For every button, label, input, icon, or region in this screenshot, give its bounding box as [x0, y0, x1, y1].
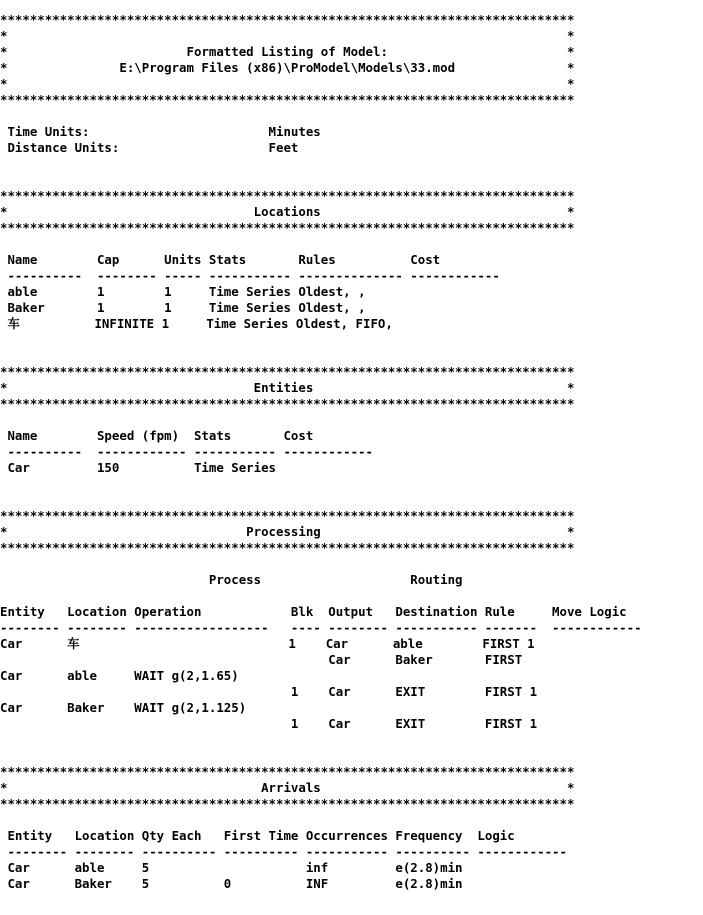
listing-line [0, 236, 642, 252]
listing-line [0, 348, 642, 364]
listing-line [0, 492, 642, 508]
listing-line: Distance Units: Feet [0, 140, 299, 155]
listing-line: -------- -------- ------------------ ---- -------- ----------- ------- ------------ [0, 620, 642, 635]
listing-line: Entity Location Operation Blk Output Destination Rule Move Logic [0, 604, 627, 619]
listing-line: ***************************************************************************** [0, 220, 575, 235]
listing-line: * * [0, 76, 575, 91]
listing-line: 1 Car EXIT FIRST 1 [0, 716, 538, 731]
listing-line: ***************************************************************************** [0, 796, 575, 811]
listing-line: * * [0, 28, 575, 43]
listing-line: Car Baker FIRST [0, 652, 523, 667]
listing-line: 车 INFINITE 1 Time Series Oldest, FIFO, [0, 316, 393, 331]
listing-line: Car 150 Time Series [0, 460, 277, 475]
listing-line: ***************************************************************************** [0, 508, 575, 523]
listing-line: * E:\Program Files (x86)\ProModel\Models\33.mod * [0, 60, 575, 75]
listing-line [0, 156, 642, 172]
listing-line: ***************************************************************************** [0, 364, 575, 379]
listing-line: * Locations * [0, 204, 575, 219]
listing-line: * Arrivals * [0, 780, 575, 795]
listing-line: Car able 5 inf e(2.8)min [0, 860, 463, 875]
listing-line: ***************************************************************************** [0, 396, 575, 411]
listing-line: Car Baker WAIT g(2,1.125) [0, 700, 247, 715]
listing-line: ***************************************************************************** [0, 764, 575, 779]
listing-line: Car able WAIT g(2,1.65) [0, 668, 239, 683]
listing-line: ---------- ------------ ----------- ------------ [0, 444, 373, 459]
listing-line: ***************************************************************************** [0, 188, 575, 203]
listing-line [0, 748, 642, 764]
listing-line: Name Cap Units Stats Rules Cost [0, 252, 441, 267]
model-listing [0, 12, 642, 892]
listing-line: * Entities * [0, 380, 575, 395]
listing-line: Name Speed (fpm) Stats Cost [0, 428, 314, 443]
listing-line [0, 732, 642, 748]
listing-line [0, 812, 642, 828]
listing-line [0, 108, 642, 124]
listing-line: ***************************************************************************** [0, 12, 575, 27]
listing-line: ***************************************************************************** [0, 540, 575, 555]
listing-line [0, 556, 642, 572]
listing-line: -------- -------- ---------- ---------- ----------- ---------- ------------ [0, 844, 567, 859]
listing-line: Car Baker 5 0 INF e(2.8)min [0, 876, 463, 891]
listing-line: 1 Car EXIT FIRST 1 [0, 684, 538, 699]
listing-line: Baker 1 1 Time Series Oldest, , [0, 300, 366, 315]
listing-line [0, 476, 642, 492]
listing-line: ***************************************************************************** [0, 92, 575, 107]
listing-line [0, 332, 642, 348]
listing-line [0, 172, 642, 188]
listing-line [0, 412, 642, 428]
listing-line: able 1 1 Time Series Oldest, , [0, 284, 366, 299]
listing-line: Car 车 1 Car able FIRST 1 [0, 636, 535, 651]
listing-line: * Formatted Listing of Model: * [0, 44, 575, 59]
listing-line: Process Routing [0, 572, 463, 587]
listing-line [0, 588, 642, 604]
listing-line: ---------- -------- ----- ----------- -------------- ------------ [0, 268, 500, 283]
listing-line: Entity Location Qty Each First Time Occurrences Frequency Logic [0, 828, 515, 843]
listing-line: Time Units: Minutes [0, 124, 321, 139]
listing-line: * Processing * [0, 524, 575, 539]
